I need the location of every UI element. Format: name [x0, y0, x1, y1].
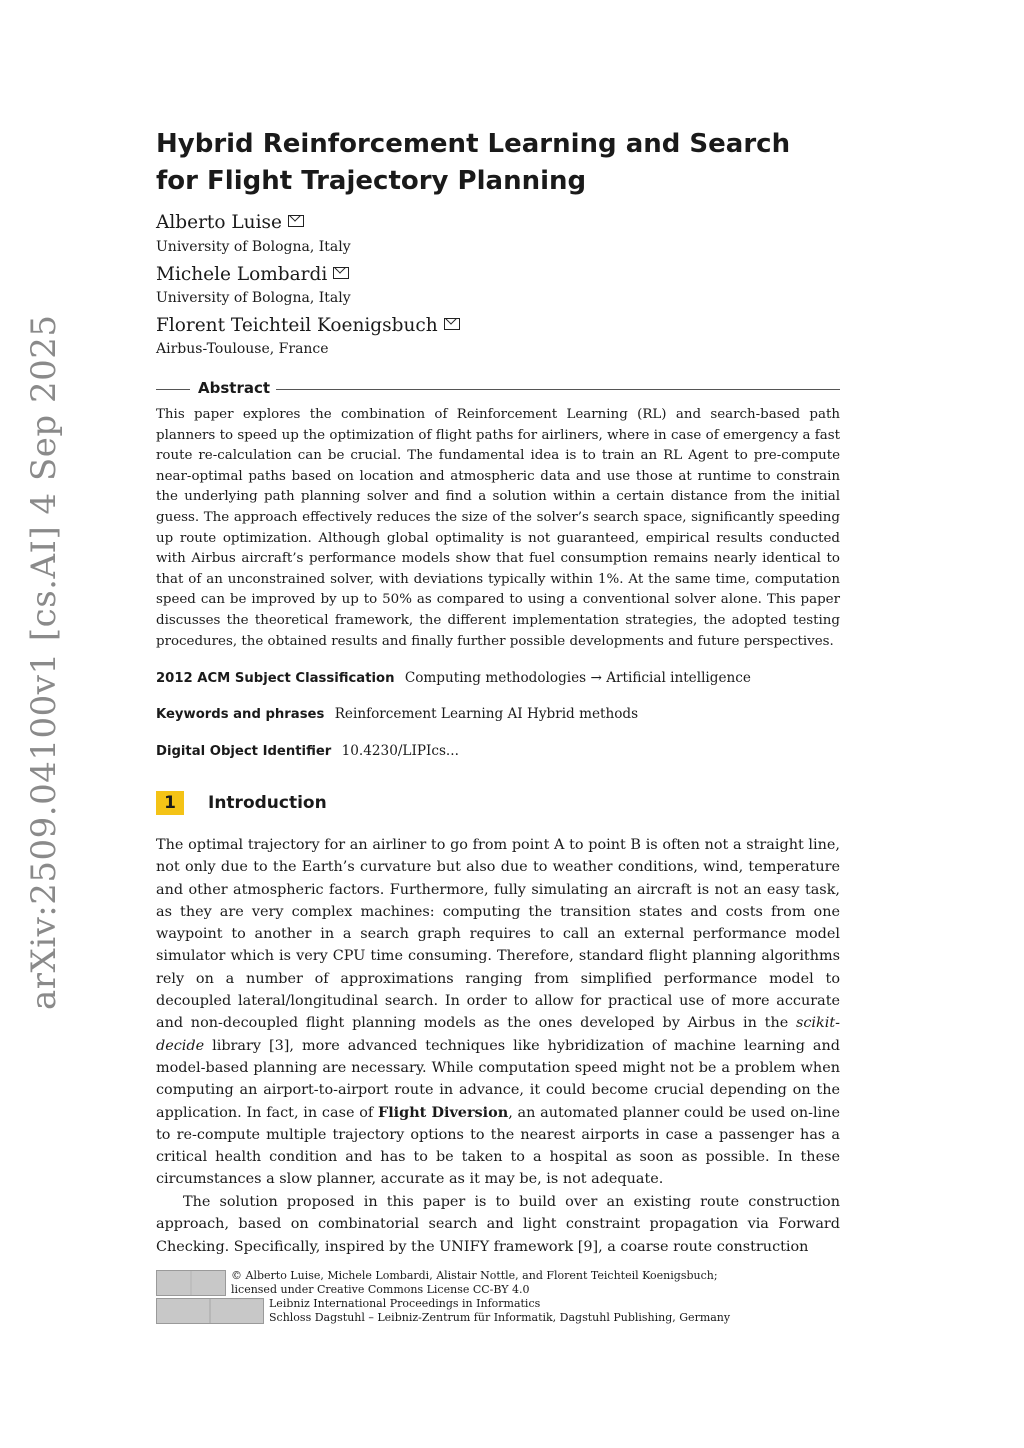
publisher-line: Schloss Dagstuhl – Leibniz-Zentrum für Informatik, Dagstuhl Publishing, Germany	[269, 1311, 731, 1324]
section-title: Introduction	[208, 793, 327, 813]
email-icon[interactable]	[444, 318, 460, 330]
section-number: 1	[156, 791, 184, 815]
author-name	[156, 264, 349, 286]
acm-label: 2012 ACM Subject Classification	[156, 671, 395, 686]
intro-text: , an automated planner could be used on-line to re-compute multiple trajectory options to the nearest airports in case a passenger has a critical health condition and has to be taken to a hospital as soon as possible. In these circumstances a slow planner, accurate as it may be, is not adequate.	[156, 1104, 840, 1188]
proceedings-line: Leibniz International Proceedings in Informatics	[269, 1297, 541, 1310]
flight-diversion-term: Flight Diversion	[377, 1103, 509, 1121]
license-line: licensed under Creative Commons License CC-BY 4.0	[231, 1283, 530, 1296]
doi-label: Digital Object Identifier	[156, 744, 332, 759]
library-name: scikit-decide	[156, 1015, 840, 1054]
intro-text: library [3], more advanced techniques like hybridization of machine learning and model-based planning are necessary. While computation speed might not be a problem when computing an airport-to-airport route in advance, it could become crucial depending on the application. In fact, in case of	[156, 1037, 840, 1121]
author-name-text: Alberto Luise	[156, 212, 282, 233]
email-icon[interactable]	[333, 267, 349, 279]
intro-paragraph-2: The solution proposed in this paper is to build over an existing route construction approach, based on combinatorial search and light constraint propagation via Forward Checking. Specifically, inspired by the UNIFY framework [9], a coarse route construction	[156, 1194, 840, 1255]
keywords	[156, 705, 840, 724]
keywords-value: Reinforcement Learning AI Hybrid methods	[334, 706, 639, 722]
author-name	[156, 212, 304, 234]
keywords-label: Keywords and phrases	[156, 707, 325, 722]
acm-value: Computing methodologies → Artificial intelligence	[404, 670, 751, 686]
lipics-logo	[156, 1298, 264, 1324]
intro-paragraph-1	[156, 834, 840, 1191]
cc-by-license-logo	[156, 1270, 226, 1296]
author-affiliation: University of Bologna, Italy	[156, 239, 351, 255]
author-affiliation: University of Bologna, Italy	[156, 290, 351, 306]
author-affiliation: Airbus-Toulouse, France	[156, 341, 329, 357]
paper-title: Hybrid Reinforcement Learning and Search for Flight Trajectory Planning	[156, 129, 791, 196]
arxiv-identifier: arXiv:2509.04100v1 [cs.AI] 4 Sep 2025	[24, 314, 64, 1010]
abstract-rule-right	[276, 389, 840, 390]
acm-classification	[156, 669, 840, 688]
doi	[156, 742, 840, 761]
author-name-text: Michele Lombardi	[156, 264, 328, 285]
author-name-text: Florent Teichteil Koenigsbuch	[156, 315, 438, 336]
intro-text: The optimal trajectory for an airliner to go from point A to point B is often not a straight line, not only due to the Earth’s curvature but also due to weather conditions, wind, temperature and other atmospheric factors. Furthermore, fully simulating an aircraft is not an easy task, as they are very complex machines: computing the transition states and costs from one waypoint to another in a search graph requires to call an external performance model simulator which is very CPU time consuming. Therefore, standard flight planning algorithms rely on a number of approximations ranging from simplified performance model to decoupled lateral/longitudinal search. In order to allow for practical use of more accurate and non-decoupled flight planning models as the ones developed by Airbus in the	[156, 837, 840, 1032]
abstract-rule-left	[156, 389, 190, 390]
doi-value[interactable]: 10.4230/LIPIcs...	[341, 743, 459, 759]
author-name	[156, 315, 460, 337]
email-icon[interactable]	[288, 215, 304, 227]
abstract-label: Abstract	[198, 379, 271, 397]
copyright-line: © Alberto Luise, Michele Lombardi, Alistair Nottle, and Florent Teichteil Koenigsbuch;	[231, 1269, 718, 1282]
abstract-heading	[156, 379, 840, 399]
abstract-text: This paper explores the combination of Reinforcement Learning (RL) and search-based path planners to speed up the optimization of flight paths for airliners, where in case of emergency a fast route re-calculation can be crucial. The fundamental idea is to train an RL Agent to pre-compute near-optimal paths based on location and atmospheric data and use those at runtime to constrain the underlying path planning solver and find a solution within a certain distance from the initial guess. The approach effectively reduces the size of the solver’s search space, significantly speeding up route optimization. Although global optimality is not guaranteed, empirical results conducted with Airbus aircraft’s performance models show that fuel consumption remains nearly identical to that of an unconstrained solver, with deviations typically within 1%. At the same time, computation speed can be improved by up to 50% as compared to using a conventional solver alone. This paper discusses the theoretical framework, the different implementation strategies, the adopted testing procedures, the obtained results and finally further possible developments and future perspectives.	[156, 407, 840, 649]
